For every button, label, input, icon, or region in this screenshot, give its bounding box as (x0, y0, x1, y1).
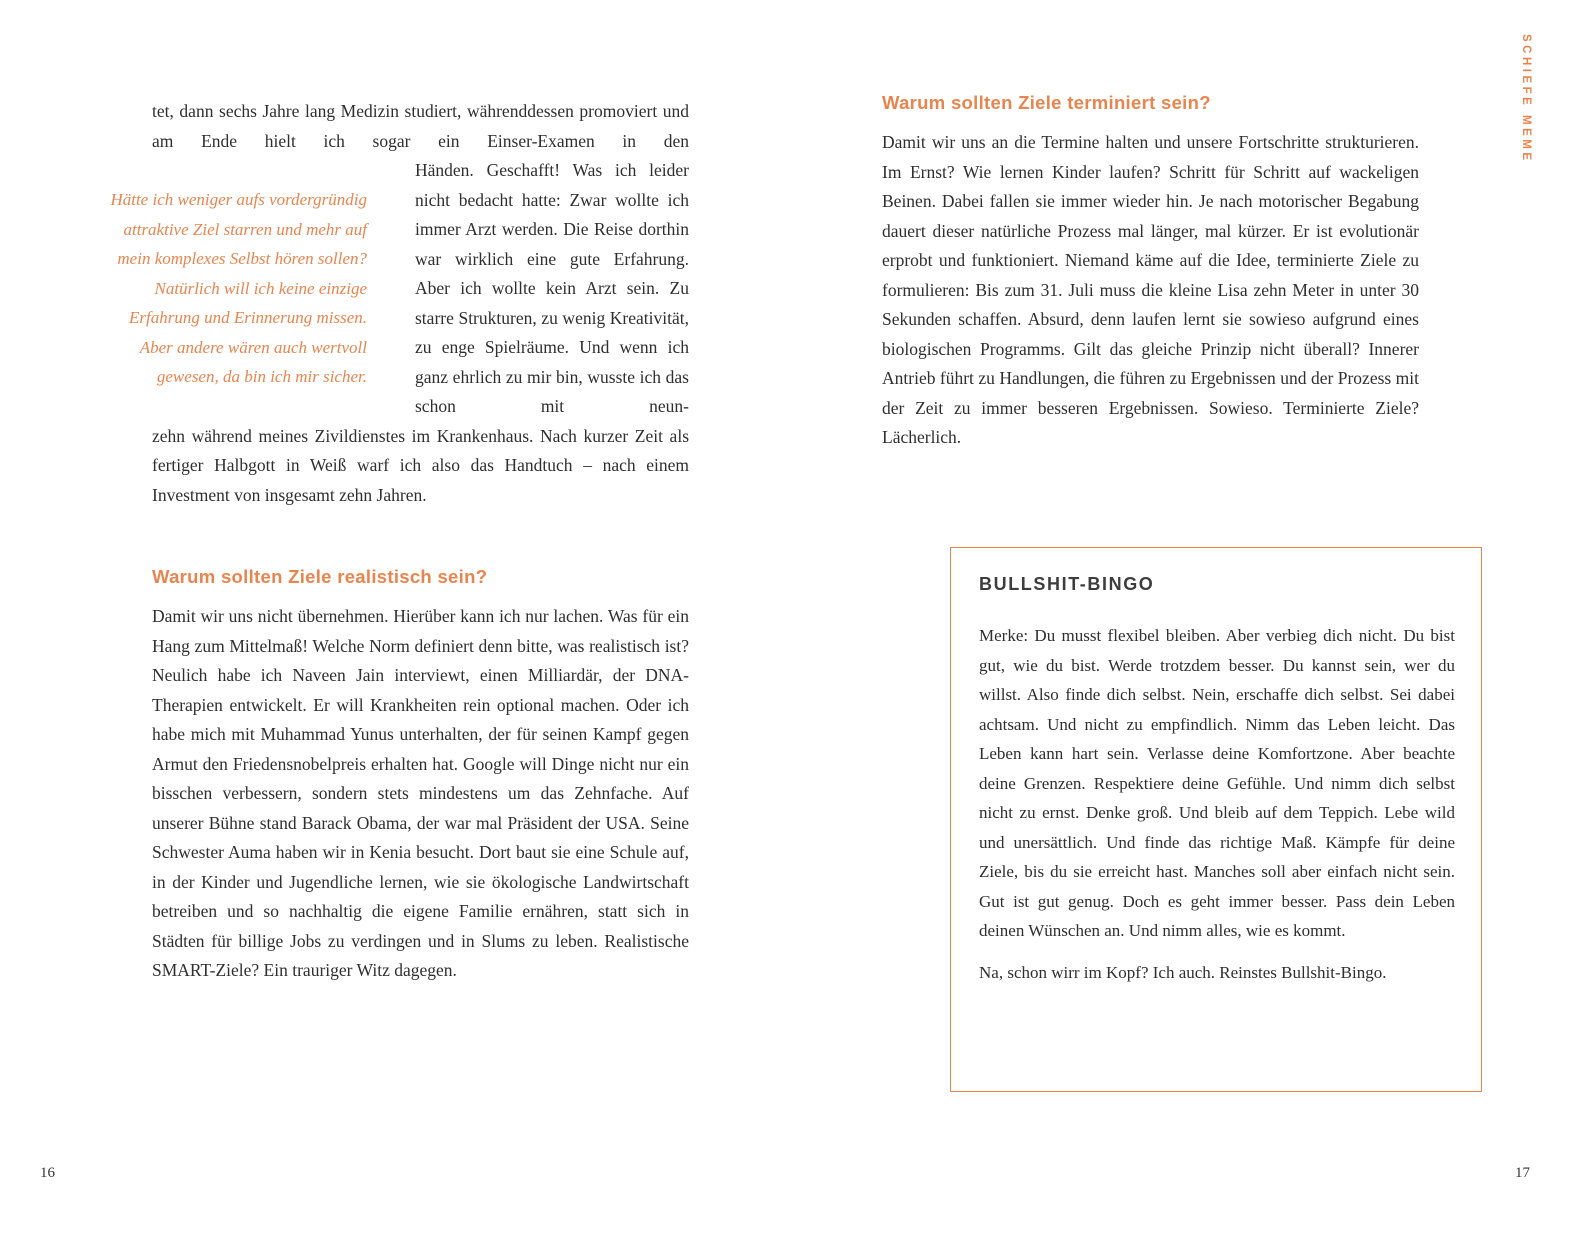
pull-quote: Hätte ich weniger aufs vordergründig attraktive Ziel starren und mehr auf mein komplexes Selbst hören sollen? Natürlich will ich keine einzige Erfahrung und Erinnerung missen. Aber andere wären auch wertvoll gewesen, da bin ich mir sicher. (110, 190, 367, 386)
section-heading-realistic-goals: Warum sollten Ziele realistisch sein? (152, 566, 488, 587)
margin-label-chapter: SCHIEFE MEME (1520, 34, 1532, 164)
paragraph-continuation: zehn während meines Zivildienstes im Krankenhaus. Nach kurzer Zeit als fertiger Halbgott in Weiß warf ich also das Handtuch – nach einem Investment von insgesamt zehn Jahren. (152, 425, 689, 505)
paragraph-terminated-goals: Damit wir uns an die Termine halten und unsere Fortschritte strukturieren. Im Ernst? Wie lernen Kinder laufen? Schritt für Schritt auf wackeligen Beinen. Dabei fallen sie immer wieder hin. Je nach motorischer Begabung dauert dieser natürliche Prozess mal länger, mal kürzer. Er ist evolutionär erprobt und funktioniert. Niemand käme auf die Idee, terminierte Ziele zu formulieren: Bis zum 31. Juli muss die kleine Lisa zehn Meter in unter 30 Sekunden schaffen. Absurd, denn laufen lernt sie sowieso aufgrund eines biologischen Programms. Gilt das gleiche Prinzip nicht überall? Innerer Antrieb führt zu Handlungen, die führen zu Ergebnissen und der Prozess mit der Zeit zu immer besseren Ergebnissen. Sowieso. Terminierte Ziele? Lächerlich. (882, 132, 1419, 447)
box-paragraph: Merke: Du musst flexibel bleiben. Aber verbieg dich nicht. Du bist gut, wie du bist. Werde trotzdem besser. Du kannst sein, wer du willst. Also finde dich selbst. Nein, erschaffe dich selbst. Sei dabei achtsam. Und nicht zu empfindlich. Nimm das Leben leicht. Das Leben kann hart sein. Verlasse deine Komfortzone. Aber beachte deine Grenzen. Respektiere deine Gefühle. Und nimm dich selbst nicht zu ernst. Denke groß. Und bleib auf dem Teppich. Lebe wild und unersättlich. Und finde das richtige Maß. Kämpfe für deine Ziele, bis du sie erreicht hast. Manches soll aber einfach nicht sein. Gut ist gut genug. Doch es geht immer besser. Pass dein Leben deinen Wünschen an. Und nimm alles, wie es kommt. (979, 626, 1455, 940)
box-title: BULLSHIT-BINGO (979, 574, 1155, 594)
page-right-text-column (882, 92, 1419, 453)
page-left-text-column (110, 97, 689, 986)
paragraph-wrapped: Händen. Geschafft! Was ich leider nicht bedacht hatte: Zwar wollte ich immer Arzt werden. Die Reise dorthin war wirklich eine gute Erfahrung. Aber ich wollte kein Arzt sein. Zu starre Strukturen, zu wenig Kreativität, zu enge Spielräume. Und wenn ich ganz ehrlich zu mir bin, wusste ich das schon mit neun- (415, 160, 689, 416)
pull-quote-row (110, 156, 689, 422)
section-heading-terminated-goals: Warum sollten Ziele terminiert sein? (882, 92, 1211, 113)
bullshit-bingo-box (950, 547, 1482, 1092)
box-closing-line: Na, schon wirr im Kopf? Ich auch. Reinstes Bullshit-Bingo. (979, 962, 1387, 982)
page-number-right: 17 (1515, 1165, 1530, 1181)
paragraph-opening: tet, dann sechs Jahre lang Medizin studiert, währenddessen promoviert und am Ende hielt ich sogar ein Einser-Examen in den (152, 101, 689, 151)
paragraph-realistic-goals: Damit wir uns nicht übernehmen. Hierüber kann ich nur lachen. Was für ein Hang zum Mittelmaß! Welche Norm definiert denn bitte, was realistisch ist? Neulich habe ich Naveen Jain interviewt, einen Milliardär, der DNA-Therapien entwickelt. Er will Krankheiten rein optional machen. Oder ich habe mich mit Muhammad Yunus unterhalten, der für seinen Kampf gegen Armut den Friedensnobelpreis erhalten hat. Google will Dinge nicht nur ein bisschen verbessern, sondern stets mindestens um das Zehnfache. Auf unserer Bühne stand Barack Obama, der war mal Präsident der USA. Seine Schwester Auma haben wir in Kenia besucht. Dort baut sie eine Schule auf, in der Kinder und Jugendliche lernen, wie sie ökologische Landwirtschaft betreiben und so nachhaltig die eigene Familie ernähren, statt sich in Städten für billige Jobs zu verdingen und in Slums zu leben. Realistische SMART-Ziele? Ein trauriger Witz dagegen. (152, 606, 689, 980)
page-number-left: 16 (40, 1165, 55, 1181)
